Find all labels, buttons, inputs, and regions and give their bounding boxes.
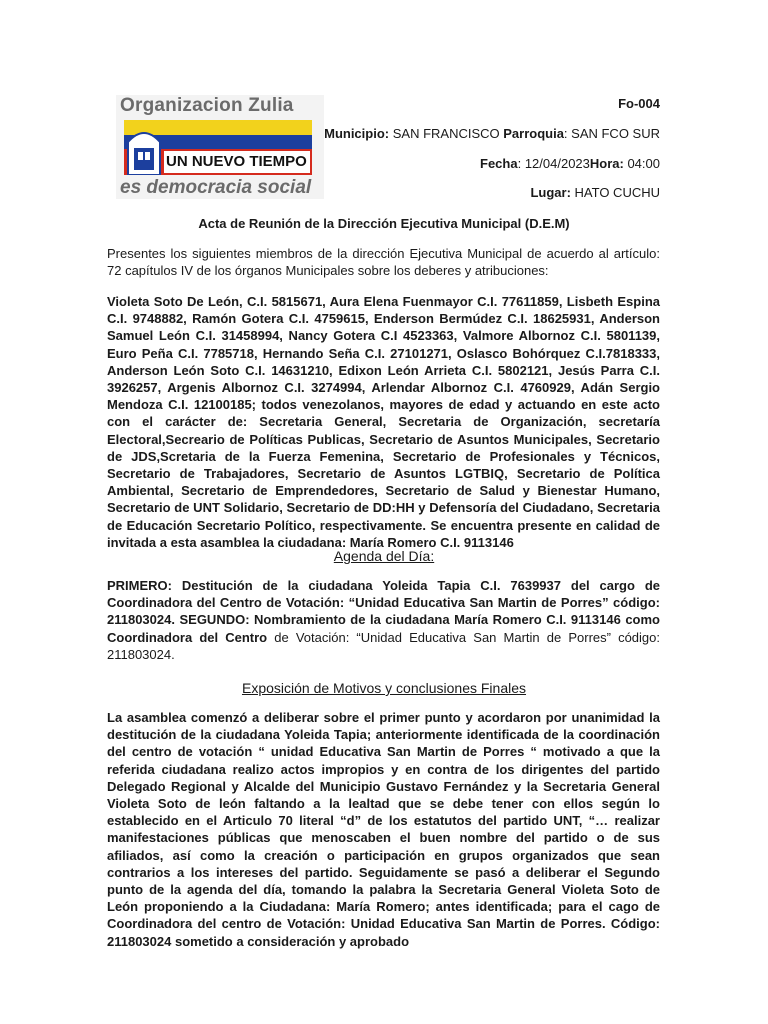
- municipio-label: Municipio:: [324, 126, 390, 141]
- agenda-plain-text: de Votación: “Unidad Educativa San Martin de Porres” código: 211803024.: [107, 629, 660, 662]
- fecha-value: : 12/04/2023: [517, 156, 590, 171]
- lugar-value: HATO CUCHU: [570, 185, 660, 200]
- document-title: Acta de Reunión de la Dirección Ejecutiva Municipal (D.E.M): [198, 216, 570, 231]
- agenda-bold-text: PRIMERO: Destitución de la ciudadana Yoleida Tapia C.I. 7639937 del cargo de Coordinadora del Centro de Votación: “Unidad Educativa San Martin de Porres” código: 211803024. SEGUNDO: Nombramiento de la ciudadana María Romero C.I. 9113146 como Coordinadora del Centro: [107, 578, 660, 645]
- fecha-label: Fecha: [480, 156, 518, 171]
- logo-title: Organizacion Zulia: [120, 95, 294, 116]
- exposicion-paragraph: La asamblea comenzó a deliberar sobre el primer punto y acordaron por unanimidad la destitución de la ciudadana Yoleida Tapia; anteriormente identificada de la coordinación del centro de votación “ unidad Educativa San Martin de Porres “ motivado a que la referida ciudadana realizo actos impropios y en contra de los dirigentes del partido Delegado Regional y Alcalde del Municipio Gustavo Fernández y la Secretaria General Violeta Soto de león faltando a la lealtad que se debe tener con ellos según lo establecido en el Articulo 70 literal “d” de los estatutos del partido UNT, “… realizar manifestaciones públicas que menoscaben el buen nombre del partido o de sus afiliados, así como la creación o participación en grupos organizados que sean contrarios a los intereses del partido. Seguidamente se pasó a deliberar el Segundo punto de la agenda del día, tomando la palabra la Secretaria General Violeta Soto de León proponiendo a la Ciudadana: María Romero; antes identificada; para el cago de Coordinadora del centro de Votación: Unidad Educativa San Martin de Porres. Código: 211803024 sometido a consideración y aprobado: [107, 710, 660, 949]
- exposicion-heading: Exposición de Motivos y conclusiones Finales: [241, 680, 527, 696]
- logo-slogan: es democracia social: [120, 177, 312, 198]
- members-paragraph: Violeta Soto De León, C.I. 5815671, Aura Elena Fuenmayor C.I. 77611859, Lisbeth Espina C.I. 9748882, Ramón Gotera C.I. 4759615, Enderson Bermúdez C.I. 18625931, Anderson Samuel León C.I. 31458994, Nancy Gotera C.I 4523363, Valmore Albornoz C.I. 5801139, Euro Peña C.I. 7785718, Hernando Seña C.I. 27101271, Oslasco Bohórquez C.I.7818333, Anderson León Soto C.I. 14631210, Edixon León Arrieta C.I. 5802121, Jesús Parra C.I. 3926257, Argenis Albornoz C.I. 3274994, Arlendar Albornoz C.I. 4760929, Adán Sergio Mendoza C.I. 12100185; todos venezolanos, mayores de edad y actuando en este acto con el carácter de: Secretaria General, Secretaria de Organización, secretaría Electoral,Secreario de Políticas Publicas, Secretario de Asuntos Municipales, Secretario de JDS,Scretaria de la Fuerza Femenina, Secretario de Profesionales y Técnicos, Secretario de Trabajadores, Secretario de Asuntos LGTBIQ, Secretario de Política Ambiental, Secretario de Emprendedores, Secretario de Salud y Bienestar Humano, Secretario de UNT Solidario, Secretario de DD:HH y Defensoría del Ciudadano, Secretaria de Educación Secretario Político, respectivamente. Se encuentra presente en calidad de invitada a esta asamblea la ciudadana: María Romero C.I. 9113146: [107, 294, 660, 550]
- parroquia-value: : SAN FCO SUR: [563, 126, 660, 141]
- agenda-paragraph: [107, 577, 660, 663]
- hora-label: Hora:: [589, 156, 624, 171]
- hora-value: 04:00: [623, 156, 660, 171]
- lugar-line: [530, 185, 660, 200]
- municipio-line: [324, 126, 660, 141]
- logo-flag-text: UN NUEVO TIEMPO: [166, 153, 307, 170]
- fecha-line: [480, 156, 660, 171]
- organization-logo: [116, 95, 324, 199]
- form-code: Fo-004: [618, 96, 660, 111]
- agenda-heading: Agenda del Día:: [333, 548, 435, 564]
- municipio-value: SAN FRANCISCO: [389, 126, 504, 141]
- parroquia-label: Parroquia: [503, 126, 564, 141]
- intro-paragraph: Presentes los siguientes miembros de la dirección Ejecutiva Municipal de acuerdo al artículo: 72 capítulos IV de los órganos Municipales sobre los deberes y atribuciones:: [107, 246, 660, 279]
- lugar-label: Lugar:: [530, 185, 571, 200]
